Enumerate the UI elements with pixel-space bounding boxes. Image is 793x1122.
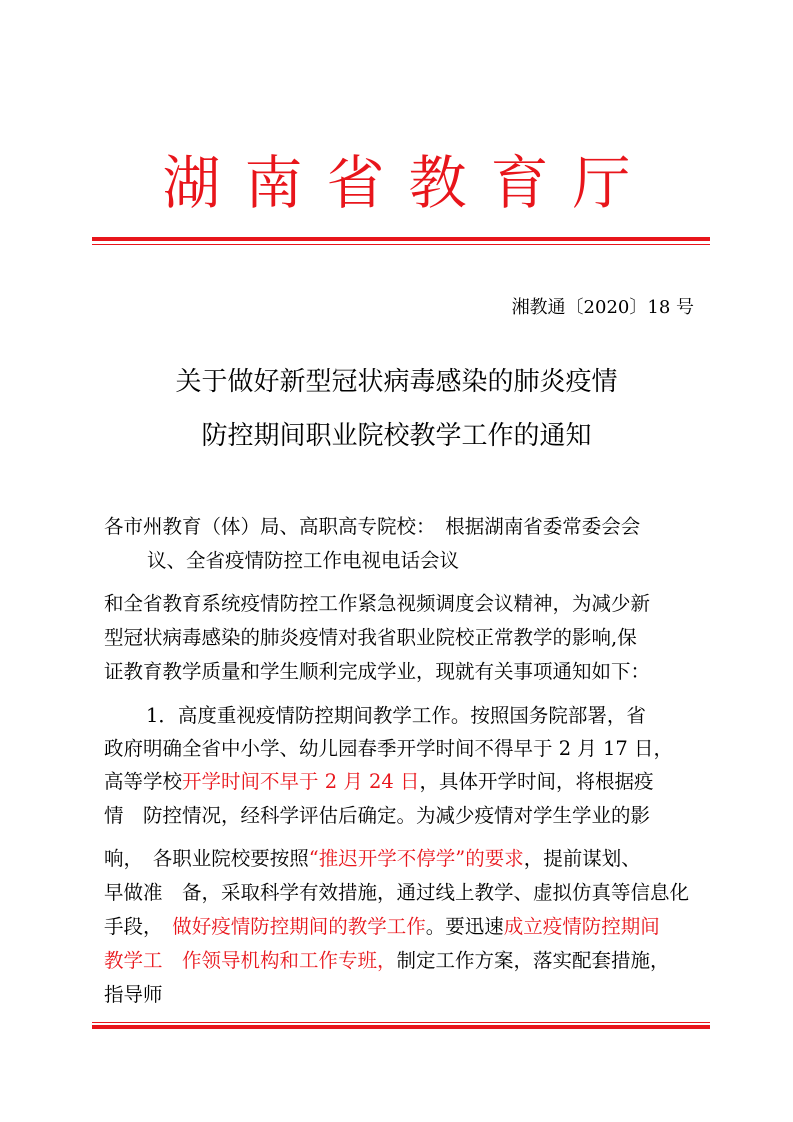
footer-divider-thick: [92, 1025, 710, 1029]
body-line: [104, 846, 641, 872]
notice-title-line-1: 关于做好新型冠状病毒感染的肺炎疫情: [175, 367, 618, 397]
highlighted-text: 做好疫情防控期间的教学工作: [172, 915, 426, 938]
body-text: ，具体开学时间，将根据疫: [419, 770, 654, 793]
body-line: 各市州教育（体）局、高职高专院校： 根据湖南省委常委会会: [104, 515, 641, 538]
body-text: 。要迅速: [425, 915, 504, 938]
body-line: 和全省教育系统疫情防控工作紧急视频调度会议精神，为减少新: [104, 592, 651, 615]
notice-title-line-2: 防控期间职业院校教学工作的通知: [201, 421, 592, 451]
document-number: 湘教通〔2020〕18 号: [511, 297, 694, 318]
highlighted-text: 成立疫情防控期间: [503, 915, 660, 938]
body-text: ，提前谋划、: [523, 847, 641, 870]
highlighted-text: 开学时间不早于 2 月 24 日: [182, 770, 420, 793]
body-line: 证教育教学质量和学生顺利完成学业，现就有关事项通知如下：: [104, 660, 651, 683]
body-line: 指导师: [104, 983, 163, 1006]
footer-divider-thin: [92, 1022, 710, 1023]
header-divider-thin: [92, 244, 710, 245]
highlighted-text: “推迟开学不停学”的要求: [308, 847, 524, 870]
body-line: [104, 948, 670, 974]
body-line: 1．高度重视疫情防控期间教学工作。按照国务院部署，省: [146, 704, 646, 727]
body-text: 响， 各职业院校要按照: [104, 847, 309, 870]
body-line: 早做准 备，采取科学有效措施，通过线上教学、虚拟仿真等信息化: [104, 881, 690, 904]
body-line: [104, 914, 660, 940]
highlighted-text: 教学工 作领导机构和工作专班，: [104, 949, 397, 972]
body-line: 议、全省疫情防控工作电视电话会议: [147, 549, 460, 572]
header-divider-thick: [92, 237, 710, 241]
body-line: 政府明确全省中小学、幼儿园春季开学时间不得早于 2 月 17 日，: [104, 737, 674, 760]
body-text: 制定工作方案，落实配套措施，: [396, 949, 670, 972]
issuing-authority-heading: 湖南省教育厅: [162, 149, 655, 217]
body-line: [104, 769, 654, 795]
body-line: 型冠状病毒感染的肺炎疫情对我省职业院校正常教学的影响,保: [104, 626, 637, 649]
body-line: 情 防控情况，经科学评估后确定。为减少疫情对学生学业的影: [104, 804, 651, 827]
body-text: 手段，: [104, 915, 173, 938]
body-text: 高等学校: [104, 770, 183, 793]
